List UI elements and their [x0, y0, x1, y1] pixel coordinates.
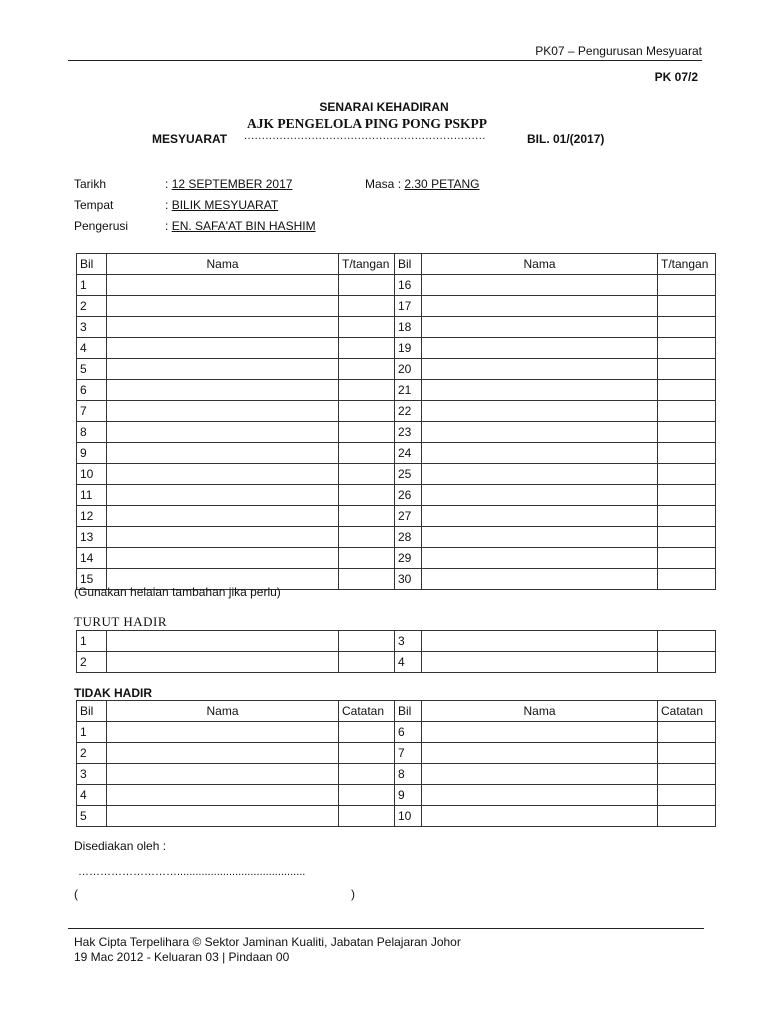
header-bil: Bil: [77, 254, 107, 275]
nama-cell[interactable]: [107, 527, 339, 548]
nama-cell[interactable]: [422, 764, 658, 785]
tidak-hadir-row: [77, 722, 716, 743]
row-number: 25: [395, 464, 422, 485]
nama-cell[interactable]: [107, 722, 339, 743]
signature-cell[interactable]: [658, 380, 716, 401]
signature-cell[interactable]: [658, 359, 716, 380]
header-nama: Nama: [107, 701, 339, 722]
row-number: 9: [77, 443, 107, 464]
signature-cell[interactable]: [658, 506, 716, 527]
tempat-label: Tempat: [74, 198, 114, 212]
tarikh-value: 12 SEPTEMBER 2017: [171, 177, 293, 191]
nama-cell[interactable]: [422, 443, 658, 464]
nama-cell[interactable]: [422, 506, 658, 527]
signature-cell[interactable]: [658, 652, 716, 673]
row-number: 1: [77, 275, 107, 296]
nama-cell[interactable]: [107, 275, 339, 296]
nama-cell[interactable]: [107, 443, 339, 464]
signature-cell[interactable]: [339, 275, 395, 296]
nama-cell[interactable]: [107, 506, 339, 527]
row-number: 1: [77, 722, 107, 743]
row-number: 26: [395, 485, 422, 506]
row-number: 10: [77, 464, 107, 485]
nama-cell[interactable]: [422, 548, 658, 569]
signature-cell[interactable]: [339, 422, 395, 443]
document-reference: PK07 – Pengurusan Mesyuarat: [535, 44, 702, 58]
row-number: 7: [395, 743, 422, 764]
tidak-hadir-title: TIDAK HADIR: [74, 686, 152, 700]
row-number: 13: [77, 527, 107, 548]
nama-cell[interactable]: [107, 764, 339, 785]
attendance-row: [77, 464, 716, 485]
nama-cell[interactable]: [422, 485, 658, 506]
nama-cell[interactable]: [107, 806, 339, 827]
row-number: 22: [395, 401, 422, 422]
masa-label: Masa: [365, 177, 395, 191]
prepared-by-label: Disediakan oleh :: [74, 839, 167, 853]
signature-cell[interactable]: [658, 422, 716, 443]
nama-cell[interactable]: [107, 401, 339, 422]
header-bil: Bil: [395, 254, 422, 275]
nama-cell[interactable]: [107, 785, 339, 806]
tidak-hadir-header-row: [77, 701, 716, 722]
row-number: 4: [77, 338, 107, 359]
attendance-table: [76, 253, 716, 590]
nama-cell[interactable]: [422, 422, 658, 443]
signature-cell[interactable]: [339, 380, 395, 401]
signature-cell[interactable]: [339, 359, 395, 380]
signature-cell[interactable]: [658, 338, 716, 359]
tempat-field: : BILIK MESYUARAT: [165, 198, 279, 212]
row-number: 3: [395, 631, 422, 652]
signature-cell[interactable]: [339, 338, 395, 359]
signature-cell[interactable]: [658, 443, 716, 464]
row-number: 2: [77, 296, 107, 317]
signature-cell[interactable]: [339, 485, 395, 506]
row-number: 24: [395, 443, 422, 464]
header-divider: [68, 60, 702, 61]
row-number: 16: [395, 275, 422, 296]
nama-cell[interactable]: [422, 569, 658, 590]
meeting-dots: ....................................................................: [244, 130, 486, 142]
attendance-row: [77, 506, 716, 527]
nama-cell[interactable]: [422, 722, 658, 743]
tidak-hadir-row: [77, 806, 716, 827]
signature-cell[interactable]: [658, 275, 716, 296]
tarikh-label: Tarikh: [74, 177, 107, 191]
signature-cell[interactable]: [339, 722, 395, 743]
tempat-value: BILIK MESYUARAT: [171, 198, 279, 212]
row-number: 30: [395, 569, 422, 590]
signature-cell[interactable]: [658, 317, 716, 338]
open-paren: (: [74, 887, 78, 901]
nama-cell[interactable]: [422, 296, 658, 317]
tidak-hadir-row: [77, 743, 716, 764]
attendance-row: [77, 401, 716, 422]
nama-cell[interactable]: [422, 743, 658, 764]
attendance-row: [77, 296, 716, 317]
signature-cell[interactable]: [339, 296, 395, 317]
meeting-label: MESYUARAT: [152, 132, 228, 146]
row-number: 10: [395, 806, 422, 827]
nama-cell[interactable]: [107, 464, 339, 485]
row-number: 6: [77, 380, 107, 401]
row-number: 29: [395, 548, 422, 569]
nama-cell[interactable]: [422, 359, 658, 380]
pengerusi-field: : EN. SAFA'AT BIN HASHIM: [165, 219, 316, 233]
signature-cell[interactable]: [658, 569, 716, 590]
row-number: 8: [395, 764, 422, 785]
nama-cell[interactable]: [107, 317, 339, 338]
nama-cell[interactable]: [422, 401, 658, 422]
attendance-row: [77, 317, 716, 338]
attendance-header-row: [77, 254, 716, 275]
signature-cell[interactable]: [339, 743, 395, 764]
footer-divider: [68, 928, 704, 929]
form-code: PK 07/2: [654, 70, 698, 84]
nama-cell[interactable]: [107, 380, 339, 401]
committee-name: AJK PENGELOLA PING PONG PSKPP: [247, 116, 488, 131]
extra-sheet-note: (Gunakan helaian tambahan jika perlu): [74, 585, 281, 599]
signature-cell[interactable]: [339, 464, 395, 485]
signature-cell[interactable]: [658, 722, 716, 743]
signature-cell[interactable]: [339, 317, 395, 338]
header-nama: Nama: [107, 254, 339, 275]
row-number: 2: [77, 743, 107, 764]
attendance-row: [77, 422, 716, 443]
signature-cell[interactable]: [339, 631, 395, 652]
row-number: 2: [77, 652, 107, 673]
signature-cell[interactable]: [658, 631, 716, 652]
nama-cell[interactable]: [107, 338, 339, 359]
row-number: 5: [77, 359, 107, 380]
attendance-row: [77, 485, 716, 506]
row-number: 9: [395, 785, 422, 806]
tarikh-field: : 12 SEPTEMBER 2017: [165, 177, 293, 191]
form-title: SENARAI KEHADIRAN: [319, 100, 449, 114]
meeting-bil: BIL. 01/(2017): [527, 132, 605, 146]
signature-cell[interactable]: [339, 527, 395, 548]
close-paren: ): [351, 887, 355, 901]
masa-field: Masa : 2.30 PETANG: [365, 177, 480, 191]
row-number: 14: [77, 548, 107, 569]
header-bil: Bil: [77, 701, 107, 722]
row-number: 4: [395, 652, 422, 673]
pengerusi-value: EN. SAFA'AT BIN HASHIM: [171, 219, 316, 233]
nama-cell[interactable]: [107, 296, 339, 317]
masa-value: 2.30 PETANG: [404, 177, 480, 191]
row-number: 1: [77, 631, 107, 652]
nama-cell[interactable]: [107, 485, 339, 506]
signature-cell[interactable]: [339, 652, 395, 673]
nama-cell[interactable]: [422, 275, 658, 296]
attendance-row: [77, 338, 716, 359]
row-number: 8: [77, 422, 107, 443]
turut-hadir-row: [77, 652, 716, 673]
signature-cell[interactable]: [658, 785, 716, 806]
row-number: 18: [395, 317, 422, 338]
turut-hadir-table: [76, 630, 716, 673]
nama-cell[interactable]: [422, 631, 658, 652]
signature-cell[interactable]: [658, 806, 716, 827]
signature-cell[interactable]: [339, 548, 395, 569]
row-number: 12: [77, 506, 107, 527]
nama-cell[interactable]: [422, 317, 658, 338]
row-number: 20: [395, 359, 422, 380]
row-number: 27: [395, 506, 422, 527]
nama-cell[interactable]: [107, 631, 339, 652]
nama-cell[interactable]: [422, 527, 658, 548]
row-number: 21: [395, 380, 422, 401]
nama-cell[interactable]: [107, 548, 339, 569]
tidak-hadir-table: [76, 700, 716, 827]
row-number: 15: [77, 569, 107, 590]
signature-cell[interactable]: [339, 764, 395, 785]
signature-cell[interactable]: [658, 485, 716, 506]
attendance-row: [77, 548, 716, 569]
signature-cell[interactable]: [339, 806, 395, 827]
signature-cell[interactable]: [339, 506, 395, 527]
footer-version: 19 Mac 2012 - Keluaran 03 | Pindaan 00: [74, 950, 290, 964]
signature-cell[interactable]: [658, 296, 716, 317]
nama-cell[interactable]: [422, 338, 658, 359]
attendance-row: [77, 275, 716, 296]
nama-cell[interactable]: [422, 785, 658, 806]
header-ttangan: T/tangan: [658, 254, 716, 275]
header-ttangan: T/tangan: [339, 254, 395, 275]
row-number: 4: [77, 785, 107, 806]
signature-cell[interactable]: [658, 464, 716, 485]
row-number: 17: [395, 296, 422, 317]
row-number: 6: [395, 722, 422, 743]
header-nama: Nama: [422, 254, 658, 275]
pengerusi-label: Pengerusi: [74, 219, 129, 233]
nama-cell[interactable]: [107, 652, 339, 673]
header-bil: Bil: [395, 701, 422, 722]
row-number: 28: [395, 527, 422, 548]
attendance-row: [77, 380, 716, 401]
attendance-row: [77, 527, 716, 548]
header-nama: Nama: [422, 701, 658, 722]
signature-cell[interactable]: [658, 527, 716, 548]
nama-cell[interactable]: [422, 464, 658, 485]
turut-hadir-row: [77, 631, 716, 652]
row-number: 19: [395, 338, 422, 359]
signature-cell[interactable]: [339, 401, 395, 422]
attendance-row: [77, 359, 716, 380]
row-number: 23: [395, 422, 422, 443]
row-number: 3: [77, 317, 107, 338]
signature-cell[interactable]: [339, 569, 395, 590]
nama-cell[interactable]: [107, 743, 339, 764]
signature-cell[interactable]: [339, 785, 395, 806]
signature-cell[interactable]: [658, 401, 716, 422]
nama-cell[interactable]: [422, 806, 658, 827]
turut-hadir-title: TURUT HADIR: [74, 614, 168, 629]
footer-copyright: Hak Cipta Terpelihara © Sektor Jaminan Kualiti, Jabatan Pelajaran Johor: [74, 935, 461, 949]
nama-cell[interactable]: [422, 652, 658, 673]
signature-cell[interactable]: [658, 743, 716, 764]
attendance-row: [77, 443, 716, 464]
header-catatan: Catatan: [658, 701, 716, 722]
nama-cell[interactable]: [107, 422, 339, 443]
tidak-hadir-row: [77, 785, 716, 806]
header-catatan: Catatan: [339, 701, 395, 722]
row-number: 11: [77, 485, 107, 506]
signature-cell[interactable]: [658, 764, 716, 785]
prepared-by-dots: ………………………..........................................: [78, 866, 306, 878]
signature-cell[interactable]: [658, 548, 716, 569]
row-number: 3: [77, 764, 107, 785]
tidak-hadir-row: [77, 764, 716, 785]
row-number: 5: [77, 806, 107, 827]
row-number: 7: [77, 401, 107, 422]
nama-cell[interactable]: [422, 380, 658, 401]
nama-cell[interactable]: [107, 359, 339, 380]
signature-cell[interactable]: [339, 443, 395, 464]
